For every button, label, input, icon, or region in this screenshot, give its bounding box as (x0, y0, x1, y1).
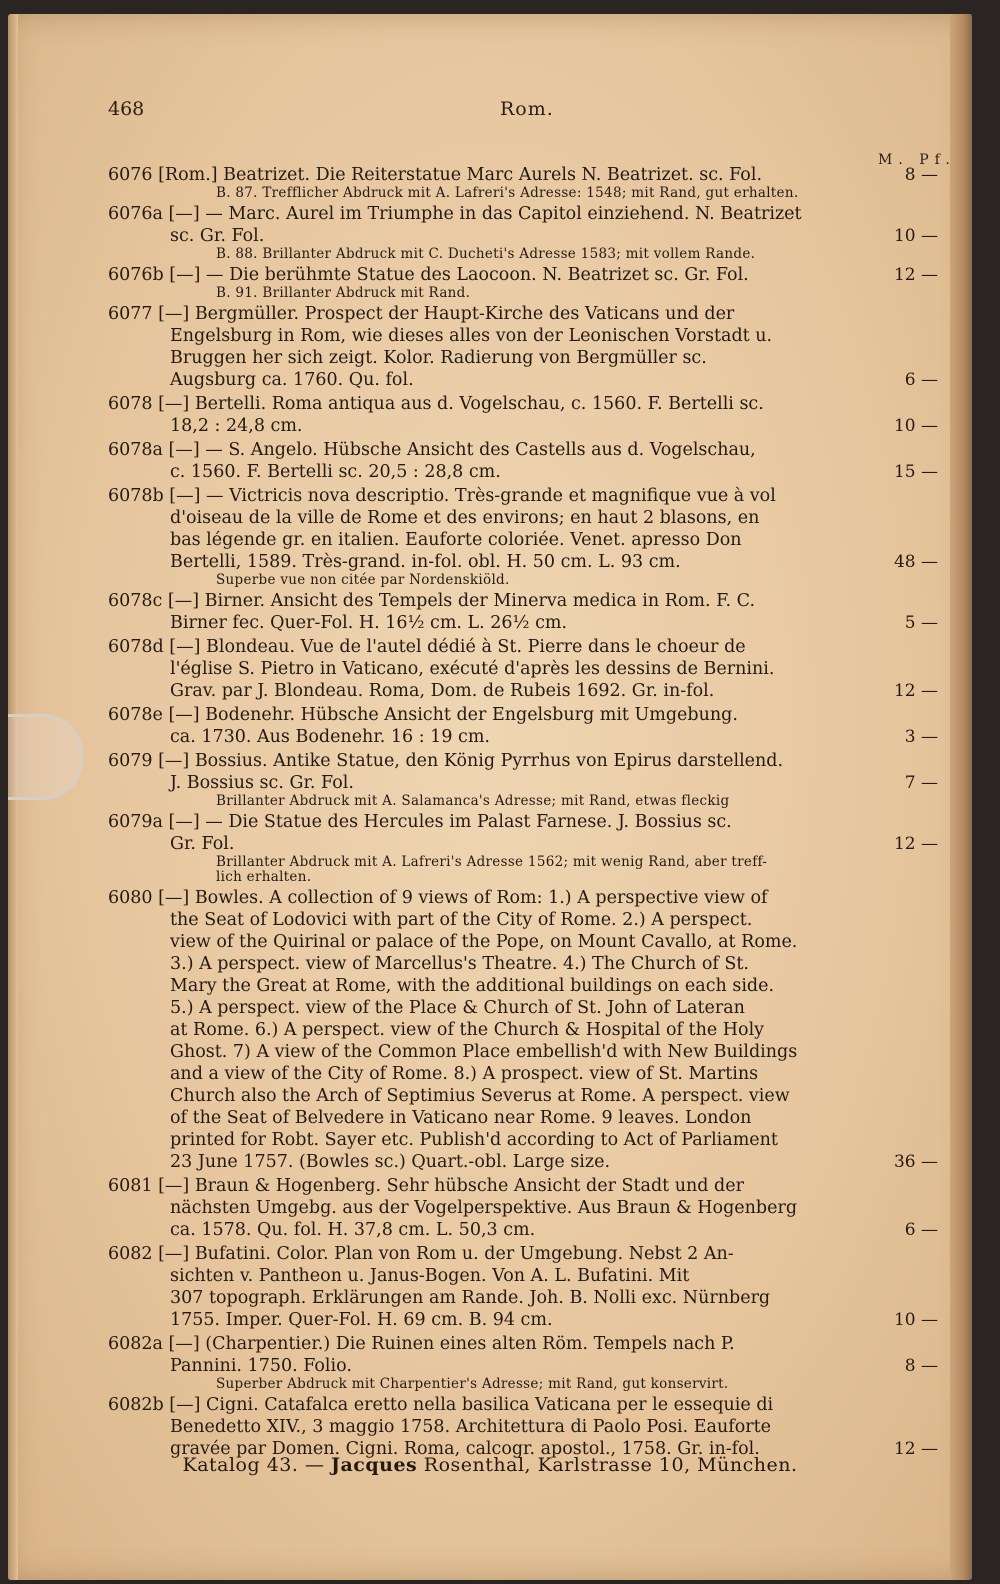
entry-note: B. 91. Brillanter Abdruck mit Rand. (216, 285, 471, 301)
catalog-entry (108, 264, 938, 301)
entry-line: 18,2 : 24,8 cm. 10 — (170, 416, 938, 436)
entry-note: Brillanter Abdruck mit A. Salamanca's Adresse; mit Rand, etwas fleckig (216, 793, 730, 809)
catalog-entry (108, 485, 938, 588)
entry-price: 6 — (904, 1220, 938, 1240)
catalog-entry (108, 303, 938, 391)
entry-line: of the Seat of Belvedere in Vaticano near Rome. 9 leaves. London (170, 1108, 752, 1128)
entry-line: Gr. Fol. 12 — (170, 834, 938, 854)
footer-prefix: Katalog 43. — (182, 1454, 331, 1476)
entry-line: Pannini. 1750. Folio. 8 — (170, 1356, 938, 1376)
entry-line: 307 topograph. Erklärungen am Rande. Joh. B. Nolli exc. Nürnberg (170, 1288, 771, 1308)
catalog-entry (108, 393, 938, 437)
entry-line: Birner fec. Quer-Fol. H. 16½ cm. L. 26½ cm. 5 — (170, 613, 938, 633)
entry-note: B. 87. Trefflicher Abdruck mit A. Lafreri's Adresse: 1548; mit Rand, gut erhalten. (216, 185, 799, 201)
entry-line: Mary the Great at Rome, with the additional buildings on each side. (170, 976, 775, 996)
footer-rest: Rosenthal, Karlstrasse 10, München. (417, 1454, 798, 1476)
entry-line: ca. 1578. Qu. fol. H. 37,8 cm. L. 50,3 cm. 6 — (170, 1220, 938, 1240)
entry-price: 6 — (904, 370, 938, 390)
entry-line: ca. 1730. Aus Bodenehr. 16 : 19 cm. 3 — (170, 727, 938, 747)
entry-line: 6077 [—] Bergmüller. Prospect der Haupt-Kirche des Vaticans und der (108, 304, 735, 324)
catalog-entry (108, 1175, 938, 1241)
entry-line: Church also the Arch of Septimius Severus at Rome. A perspect. view (170, 1086, 790, 1106)
entry-line: J. Bossius sc. Gr. Fol. 7 — (170, 773, 938, 793)
entry-line: 6078e [—] Bodenehr. Hübsche Ansicht der Engelsburg mit Umgebung. (108, 705, 738, 725)
catalog-entry (108, 887, 938, 1173)
entry-line: 6082a [—] (Charpentier.) Die Ruinen eines alten Röm. Tempels nach P. (108, 1334, 735, 1354)
entry-line: 6076a [—] — Marc. Aurel im Triumphe in das Capitol einziehend. N. Beatrizet (108, 204, 802, 224)
entry-price: 10 — (893, 416, 938, 436)
catalog-entry (108, 704, 938, 748)
catalog-entry (108, 1243, 938, 1331)
page-right-edge (950, 14, 972, 1580)
entry-line: 6080 [—] Bowles. A collection of 9 views of Rom: 1.) A perspective view of (108, 888, 768, 908)
entry-line: Ghost. 7) A view of the Common Place embellish'd with New Buildings (170, 1042, 798, 1062)
entry-price: 5 — (904, 613, 938, 633)
entry-line: 6076b [—] — Die berühmte Statue des Laocoon. N. Beatrizet sc. Gr. Fol. 12 — (108, 265, 938, 285)
entry-line: 5.) A perspect. view of the Place & Church of St. John of Lateran (170, 998, 745, 1018)
entry-line: 6078b [—] — Victricis nova descriptio. Très-grande et magnifique vue à vol (108, 486, 776, 506)
catalog-entry (108, 439, 938, 483)
entry-line: nächsten Umgebg. aus der Vogelperspektive. Aus Braun & Hogenberg (170, 1198, 798, 1218)
entry-line: the Seat of Lodovici with part of the City of Rome. 2.) A perspect. (170, 910, 753, 930)
catalog-page (8, 14, 972, 1580)
running-title: Rom. (500, 98, 554, 120)
page-footer (8, 1454, 972, 1476)
entry-line: at Rome. 6.) A perspect. view of the Church & Hospital of the Holy (170, 1020, 765, 1040)
entry-line: and a view of the City of Rome. 8.) A prospect. view of St. Martins (170, 1064, 759, 1084)
entry-line: Benedetto XIV., 3 maggio 1758. Architettura di Paolo Posi. Eauforte (170, 1417, 772, 1437)
entry-price: 8 — (904, 165, 938, 185)
entry-line: c. 1560. F. Bertelli sc. 20,5 : 28,8 cm. 15 — (170, 462, 938, 482)
catalog-entries (108, 164, 938, 1462)
entry-line: d'oiseau de la ville de Rome et des environs; en haut 2 blasons, en (170, 508, 760, 528)
entry-price: 3 — (904, 727, 938, 747)
catalog-entry (108, 636, 938, 702)
entry-line: sc. Gr. Fol. 10 — (170, 226, 938, 246)
entry-price: 12 — (893, 681, 938, 701)
entry-line: 23 June 1757. (Bowles sc.) Quart.-obl. Large size. 36 — (170, 1152, 938, 1172)
catalog-entry (108, 1394, 938, 1460)
entry-note: Brillanter Abdruck mit A. Lafreri's Adresse 1562; mit wenig Rand, aber treff- (216, 854, 768, 870)
entry-line: view of the Quirinal or palace of the Pope, on Mount Cavallo, at Rome. (170, 932, 798, 952)
entry-line: Bertelli, 1589. Très-grand. in-fol. obl. H. 50 cm. L. 93 cm. 48 — (170, 552, 938, 572)
entry-price: 36 — (893, 1152, 938, 1172)
entry-note: B. 88. Brillanter Abdruck mit C. Ducheti's Adresse 1583; mit vollem Rande. (216, 246, 756, 262)
entry-line: Bruggen her sich zeigt. Kolor. Radierung von Bergmüller sc. (170, 348, 707, 368)
catalog-entry (108, 750, 938, 809)
entry-line: 6081 [—] Braun & Hogenberg. Sehr hübsche Ansicht der Stadt und der (108, 1176, 744, 1196)
entry-line: 6078d [—] Blondeau. Vue de l'autel dédié à St. Pierre dans le choeur de (108, 637, 746, 657)
entry-price: 10 — (893, 1310, 938, 1330)
entry-price: 12 — (893, 265, 938, 285)
entry-note: Superbe vue non citée par Nordenskiöld. (216, 572, 510, 588)
entry-note: Superber Abdruck mit Charpentier's Adresse; mit Rand, gut konservirt. (216, 1376, 729, 1392)
entry-line: printed for Robt. Sayer etc. Publish'd according to Act of Parliament (170, 1130, 778, 1150)
entry-line: 6082 [—] Bufatini. Color. Plan von Rom u. der Umgebung. Nebst 2 An- (108, 1244, 734, 1264)
paper-clip (8, 714, 83, 800)
entry-line: Grav. par J. Blondeau. Roma, Dom. de Rubeis 1692. Gr. in-fol. 12 — (170, 681, 938, 701)
entry-line: l'église S. Pietro in Vaticano, exécuté d'après les dessins de Bernini. (170, 659, 775, 679)
footer-firm: Jacques (331, 1454, 418, 1476)
entry-line: 6078a [—] — S. Angelo. Hübsche Ansicht des Castells aus d. Vogelschau, (108, 440, 756, 460)
entry-line: 6076 [Rom.] Beatrizet. Die Reiterstatue Marc Aurels N. Beatrizet. sc. Fol. 8 — (108, 165, 938, 185)
page-number: 468 (108, 98, 145, 120)
entry-line: 6078c [—] Birner. Ansicht des Tempels der Minerva medica in Rom. F. C. (108, 591, 756, 611)
entry-price: 10 — (893, 226, 938, 246)
catalog-entry (108, 811, 938, 885)
entry-price: 48 — (893, 552, 938, 572)
entry-line: bas légende gr. en italien. Eauforte coloriée. Venet. apresso Don (170, 530, 742, 550)
catalog-entry (108, 1333, 938, 1392)
catalog-entry (108, 203, 938, 262)
entry-line: 6082b [—] Cigni. Catafalca eretto nella basilica Vaticana per le essequie di (108, 1395, 774, 1415)
entry-line: sichten v. Pantheon u. Janus-Bogen. Von A. L. Bufatini. Mit (170, 1266, 690, 1286)
entry-line: 6079a [—] — Die Statue des Hercules im Palast Farnese. J. Bossius sc. (108, 812, 732, 832)
entry-line: 1755. Imper. Quer-Fol. H. 69 cm. B. 94 cm. 10 — (170, 1310, 938, 1330)
entry-line: gravée par Domen. Cigni. Roma, calcogr. apostol., 1758. Gr. in-fol. 12 — (170, 1439, 938, 1459)
entry-note: lich erhalten. (216, 869, 312, 885)
catalog-entry (108, 164, 938, 201)
entry-line: Engelsburg in Rom, wie dieses alles von der Leonischen Vorstadt u. (170, 326, 773, 346)
entry-price: 7 — (904, 773, 938, 793)
catalog-entry (108, 590, 938, 634)
entry-line: 6078 [—] Bertelli. Roma antiqua aus d. Vogelschau, c. 1560. F. Bertelli sc. (108, 394, 764, 414)
entry-line: Augsburg ca. 1760. Qu. fol. 6 — (170, 370, 938, 390)
entry-price: 8 — (904, 1356, 938, 1376)
entry-price: 12 — (893, 1439, 938, 1459)
price-units: M. Pf. (878, 152, 956, 168)
entry-price: 12 — (893, 834, 938, 854)
entry-line: 6079 [—] Bossius. Antike Statue, den König Pyrrhus von Epirus darstellend. (108, 751, 784, 771)
entry-line: 3.) A perspect. view of Marcellus's Theatre. 4.) The Church of St. (170, 954, 749, 974)
entry-price: 15 — (893, 462, 938, 482)
